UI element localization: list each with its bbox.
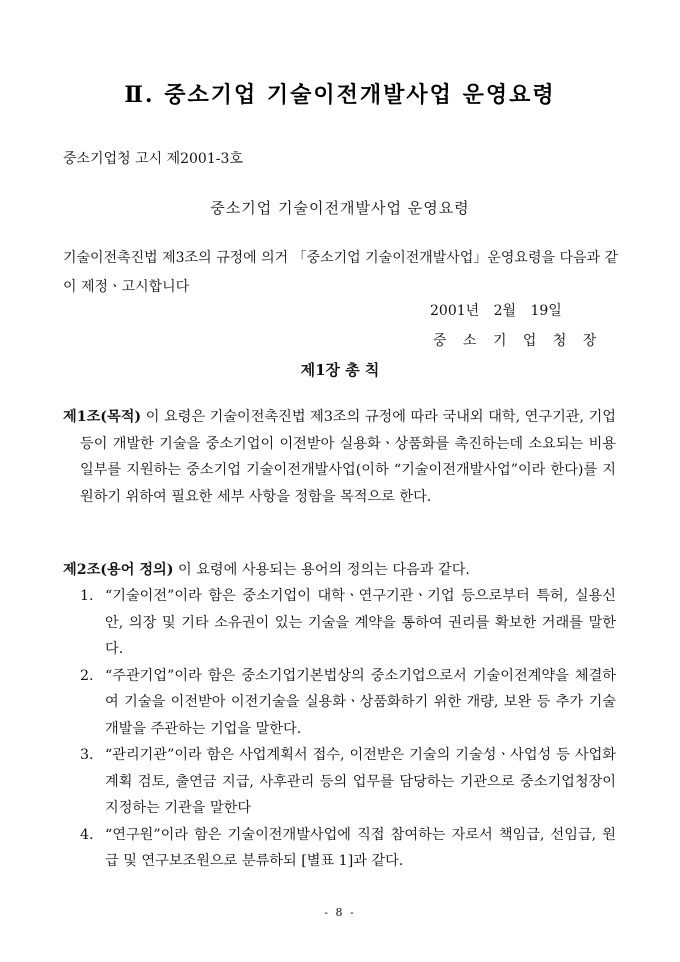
list-item-text: “기술이전”이라 함은 중소기업이 대학ㆍ연구기관ㆍ기업 등으로부터 특허, 실용신안, 의장 및 기타 소유권이 있는 기술을 계약을 통하여 권리를 확보한 거래를 말한다. [105, 588, 616, 657]
article-1-text: 이 요령은 기술이전촉진법 제3조의 규정에 따라 국내외 대학, 연구기관, 기업 등이 개발한 기술을 중소기업이 이전받아 실용화ㆍ상품화를 촉진하는데 소요되는 비용 일부를 지원하는 중소기업 기술이전개발사업(이하 “기술이전개발사업”이라 한다)를 지원하기 위하여 필요한 세부 사항을 정함을 목적으로 한다. [80, 409, 616, 505]
list-item-number: 4. [80, 826, 94, 843]
definition-list [80, 583, 616, 875]
list-item-number: 1. [80, 588, 94, 604]
issue-date: 2001년 2월 19일 [430, 303, 562, 319]
list-item [80, 822, 616, 875]
chapter-heading: 제1장 총 칙 [300, 361, 380, 379]
list-item-text: “주관기업”이라 함은 중소기업기본법상의 중소기업으로서 기술이전계약을 체결하여 기술을 이전받아 이전기술을 실용화ㆍ상품화하기 위한 개량, 보완 등 추가 기술개발을 주관하는 기업을 말한다. [105, 667, 616, 737]
article-1-body [63, 404, 616, 510]
list-item-text: “연구원”이라 함은 기술이전개발사업에 직접 참여하는 자로서 책임급, 선임급, 원급 및 연구보조원으로 분류하되 [별표 1]과 같다. [105, 826, 616, 869]
intro-paragraph: 기술이전촉진법 제3조의 규정에 의거 「중소기업 기술이전개발사업」운영요령을 다음과 같이 제정ㆍ고시합니다 [63, 250, 618, 295]
list-item [80, 742, 616, 822]
list-item-number: 2. [80, 667, 94, 684]
page-number: - 8 - [324, 906, 356, 919]
article-2-text: 이 요령에 사용되는 용어의 정의는 다음과 같다. [173, 562, 470, 578]
article-2 [63, 557, 616, 584]
page-title: Ⅱ. 중소기업 기술이전개발사업 운영요령 [124, 82, 556, 108]
list-item [80, 583, 616, 663]
article-1 [63, 404, 616, 510]
list-item-text: “관리기관”이라 함은 사업계획서 접수, 이전받은 기술의 기술성ㆍ사업성 등 사업화 계획 검토, 출연금 지급, 사후관리 등의 업무를 담당하는 기관으로 중소기업청장이 지정하는 기관을 말한다 [105, 747, 616, 816]
notice-number: 중소기업청 고시 제2001-3호 [63, 151, 243, 167]
list-item [80, 663, 616, 743]
document-subtitle: 중소기업 기술이전개발사업 운영요령 [210, 199, 470, 217]
list-item-number: 3. [80, 747, 94, 763]
article-2-heading: 제2조(용어 정의) [63, 562, 174, 578]
issuer: 중 소 기 업 청 장 [433, 333, 603, 349]
article-1-heading: 제1조(목적) [63, 409, 142, 425]
